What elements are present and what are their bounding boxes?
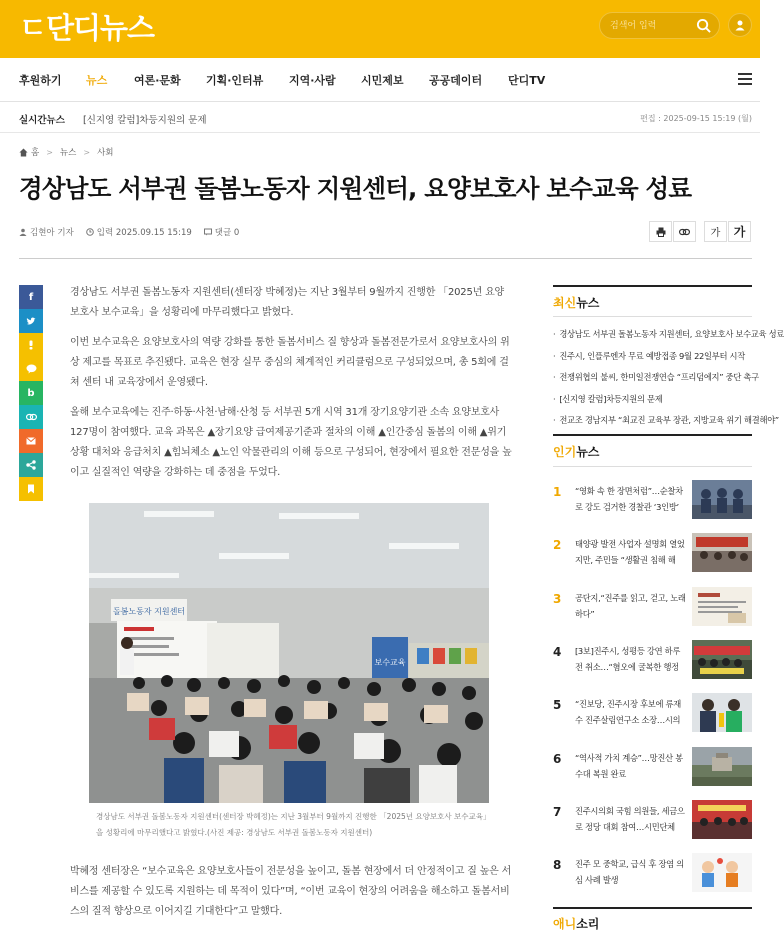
share-icon <box>26 460 36 470</box>
nav-news[interactable]: 뉴스 <box>86 74 108 87</box>
search-box <box>599 12 720 39</box>
nav-feature-interview[interactable]: 기획·인터뷰 <box>206 74 264 87</box>
edited-date: 편집 : 2025-09-15 15:19 (월) <box>640 114 752 123</box>
band-share-button[interactable] <box>19 381 43 405</box>
rank-number: 3 <box>553 592 562 606</box>
latest-heading-rest: 뉴스 <box>576 296 600 310</box>
comment-count-text: 댓글 0 <box>214 228 240 238</box>
more-share-button[interactable] <box>19 453 43 477</box>
breadcrumb-news[interactable]: 뉴스 <box>59 148 77 158</box>
sidebar-rule <box>553 907 752 909</box>
rank-number: 6 <box>553 752 562 766</box>
thumbnail-image[interactable] <box>692 533 752 572</box>
latest-news-list <box>553 324 784 432</box>
latest-heading-highlight: 최신 <box>553 296 577 310</box>
thumbnail-image[interactable] <box>692 853 752 892</box>
rank-number: 8 <box>553 858 562 872</box>
nav-opinion-culture[interactable]: 여론·문화 <box>134 74 181 87</box>
popular-news-title[interactable]: [3보]진주시, 성평등 강연 하루 전 취소…“혐오에 굴복한 행정 <box>575 646 681 672</box>
article-paragraph: 이번 보수교육은 요양보호사의 역량 강화를 통한 돌봄서비스 질 향상과 돌봄전문가로서 요양보호사의 위상 제고를 목표로 추진됐다. 교육은 현장 실무 중심의 체계적인 커리큘럼으로 구성되었으며, 총 5회에 걸쳐 센터 내 교육장에서 운영됐다. <box>70 337 510 388</box>
popular-news-item[interactable] <box>553 533 752 575</box>
sidebar-divider <box>553 316 752 317</box>
realtime-news-ticker <box>0 103 760 133</box>
popular-news-title[interactable]: 태양광 발전 사업자 설명회 열었지만, 주민들 “생활권 침해 해 <box>575 539 685 565</box>
rank-number: 2 <box>553 538 562 552</box>
search-icon[interactable] <box>696 18 711 33</box>
ticker-label: 실시간뉴스 <box>19 115 65 126</box>
latest-news-item[interactable]: · 진주시, 인플루엔자 무료 예방접종 9월 22일부터 시작 <box>553 346 752 368</box>
user-button[interactable] <box>728 13 752 37</box>
hamburger-menu-icon[interactable] <box>738 73 752 85</box>
ticker-headline[interactable]: [신지영 칼럼]차등지원의 문제 <box>83 115 207 126</box>
thumbnail-image[interactable] <box>692 693 752 732</box>
sidebar-rule <box>553 285 752 287</box>
latest-news-heading <box>553 294 599 311</box>
publish-date-text: 입력 2025.09.15 15:19 <box>96 228 192 238</box>
popular-news-item[interactable] <box>553 480 752 522</box>
sidebar-divider <box>553 466 752 467</box>
home-icon <box>19 148 28 157</box>
ani-sound-heading-highlight: 애니 <box>553 917 577 931</box>
popular-news-heading <box>553 443 599 460</box>
popular-heading-rest: 뉴스 <box>576 445 600 459</box>
article-body-continued <box>70 862 512 922</box>
twitter-icon <box>26 317 36 326</box>
font-decrease-button[interactable]: 가 <box>704 221 727 242</box>
photo-banner-text: 돌봄노동자 지원센터 <box>112 607 186 616</box>
logo-text: ㄷ단디뉴스 <box>19 10 155 45</box>
print-icon <box>656 227 666 237</box>
rank-number: 1 <box>553 485 562 499</box>
main-nav <box>0 58 760 102</box>
nav-donate[interactable]: 후원하기 <box>19 74 62 87</box>
bookmark-button[interactable] <box>19 477 43 501</box>
link-icon <box>26 413 37 421</box>
band-icon: b <box>27 387 35 399</box>
popular-news-item[interactable] <box>553 640 752 682</box>
twitter-share-button[interactable] <box>19 309 43 333</box>
thumbnail-image[interactable] <box>692 587 752 626</box>
nav-public-data[interactable]: 공공데이터 <box>429 74 483 87</box>
sidebar-rule <box>553 434 752 436</box>
facebook-share-button[interactable] <box>19 285 43 309</box>
ani-sound-heading <box>553 915 599 932</box>
copy-link-button[interactable] <box>673 221 696 242</box>
latest-news-item[interactable]: · 전교조 경남지부 “최교진 교육부 장관, 지방교육 위기 해결해야” <box>553 410 752 432</box>
popular-news-item[interactable] <box>553 587 752 629</box>
site-logo[interactable] <box>19 10 155 45</box>
mail-icon <box>26 437 36 445</box>
kakaotalk-share-button[interactable] <box>19 357 43 381</box>
photo-caption: 경상남도 서부권 돌봄노동자 지원센터(센터장 박혜정)는 지난 3월부터 9월까지 진행한 「2025년 요양보호사 보수교육」을 성황리에 마무리했다고 밝혔다.(사진 제공: 경상남도 서부권 돌봄노동자 지원센터) <box>96 812 487 837</box>
article-paragraph: 올해 보수교육에는 진주·하동·사천·남해·산청 등 서부권 5개 시역 31개 장기요양기관 소속 요양보호사 127명이 참여했다. 교육 과목은 ▲장기요양 급여제공기준과 절차의 이해 ▲인간중심 돌봄의 이해 ▲위기상황 대처와 응급처치 ▲힘뇌체소 ▲노인 악물관리의 이해 등으로 구성되어, 현장에서 필요한 전문성을 높이고 실질적인 역량을 강화하는 데 중점을 두었다. <box>70 407 512 478</box>
author <box>19 226 74 238</box>
article-body <box>70 283 512 493</box>
share-bar <box>19 285 43 501</box>
popular-news-item[interactable] <box>553 747 752 789</box>
thumbnail-image[interactable] <box>692 480 752 519</box>
chevron-right-icon: > <box>83 147 91 157</box>
publish-date <box>86 226 192 238</box>
breadcrumb-society[interactable]: 사회 <box>97 148 114 158</box>
header-divider <box>19 258 752 259</box>
article-photo <box>89 503 489 803</box>
kakaostory-icon <box>28 340 34 350</box>
email-share-button[interactable] <box>19 429 43 453</box>
font-increase-button[interactable]: 가 <box>728 221 751 242</box>
popular-news-title[interactable]: “진보당, 진주시장 후보에 류재수 진주살림연구소 소장…시의 <box>575 699 681 725</box>
search-input[interactable] <box>610 18 696 34</box>
article-meta <box>19 226 251 238</box>
popular-news-item[interactable] <box>553 800 752 842</box>
link-icon <box>679 228 690 236</box>
rank-number: 5 <box>553 698 562 712</box>
popular-news-title[interactable]: 진주시의회 국힘 의원들, 세금으로 정당 대회 참여…시민단체 <box>575 806 685 832</box>
chevron-right-icon: > <box>46 147 53 157</box>
nav-region-people[interactable]: 지역·사람 <box>289 74 336 87</box>
article-paragraph: 박혜정 센터장은 “보수교육은 요양보호사들이 전문성을 높이고, 돌봄 현장에서 더 안정적이고 질 높은 서비스를 제공할 수 있도록 지원하는 데 목적이 있다”며, “이번 교육이 현장의 어려움을 해소하고 돌봄서비스의 질적 향상으로 이어지길 기대한다”고 말했다. <box>70 866 512 917</box>
user-icon <box>734 19 746 31</box>
comment-count[interactable] <box>204 226 240 238</box>
print-button[interactable] <box>649 221 672 242</box>
thumbnail-image[interactable] <box>692 747 752 786</box>
bookmark-icon <box>27 484 35 494</box>
latest-news-item[interactable]: · 전쟁위협의 불씨, 한미일전쟁연습 “프리덤에지” 중단 촉구 <box>553 367 752 389</box>
comment-icon <box>204 228 212 236</box>
popular-news-item[interactable] <box>553 693 752 735</box>
popular-news-item[interactable] <box>553 853 752 895</box>
article-paragraph: 경상남도 서부권 돌봄노동자 지원센터(센터장 박혜정)는 지난 3월부터 9월까지 진행한 「2025년 요양보호사 보수교육」을 성황리에 마무리했다고 밝혔다. <box>70 287 504 318</box>
author-name: 김현아 기자 <box>30 228 74 238</box>
popular-news-title[interactable]: “영화 속 한 장면처럼”…순찰차로 강도 검거한 경찰관 ‘3인방’ <box>575 486 683 512</box>
photo-side-banner-text: 보수교육 <box>374 658 406 667</box>
breadcrumb <box>19 146 114 158</box>
kakaotalk-icon <box>26 364 37 374</box>
ani-sound-heading-rest: 소리 <box>576 917 600 931</box>
nav-dandi-tv[interactable]: 단디TV <box>508 74 546 87</box>
nav-citizen-report[interactable]: 시민제보 <box>361 74 404 87</box>
breadcrumb-home[interactable]: 홈 <box>31 148 40 158</box>
thumbnail-image[interactable] <box>692 800 752 839</box>
article-title: 경상남도 서부권 돌봄노동자 지원센터, 요양보호사 보수교육 성료 <box>19 174 692 203</box>
thumbnail-image[interactable] <box>692 640 752 679</box>
latest-news-item[interactable]: · 경상남도 서부권 돌봄노동자 지원센터, 요양보호사 보수교육 성료 <box>553 324 752 346</box>
latest-news-item[interactable]: · [신지영 칼럼]차등지원의 문제 <box>553 389 752 411</box>
rank-number: 7 <box>553 805 562 819</box>
facebook-icon: f <box>28 291 34 303</box>
popular-news-title[interactable]: 공단지,“진주를 읽고, 걷고, 노래하다” <box>575 593 686 619</box>
classroom-photo <box>89 503 489 803</box>
rank-number: 4 <box>553 645 562 659</box>
popular-heading-highlight: 인기 <box>553 445 577 459</box>
popular-news-title[interactable]: 진주 모 중학교, 급식 후 장염 의심 사례 발생 <box>575 859 684 885</box>
site-header <box>0 0 760 58</box>
person-icon <box>19 228 27 236</box>
kakaostory-share-button[interactable] <box>19 333 43 357</box>
popular-news-title[interactable]: “역사적 가치 계승”…망진산 봉수대 복원 완료 <box>575 753 683 779</box>
clock-icon <box>86 228 94 236</box>
link-share-button[interactable] <box>19 405 43 429</box>
